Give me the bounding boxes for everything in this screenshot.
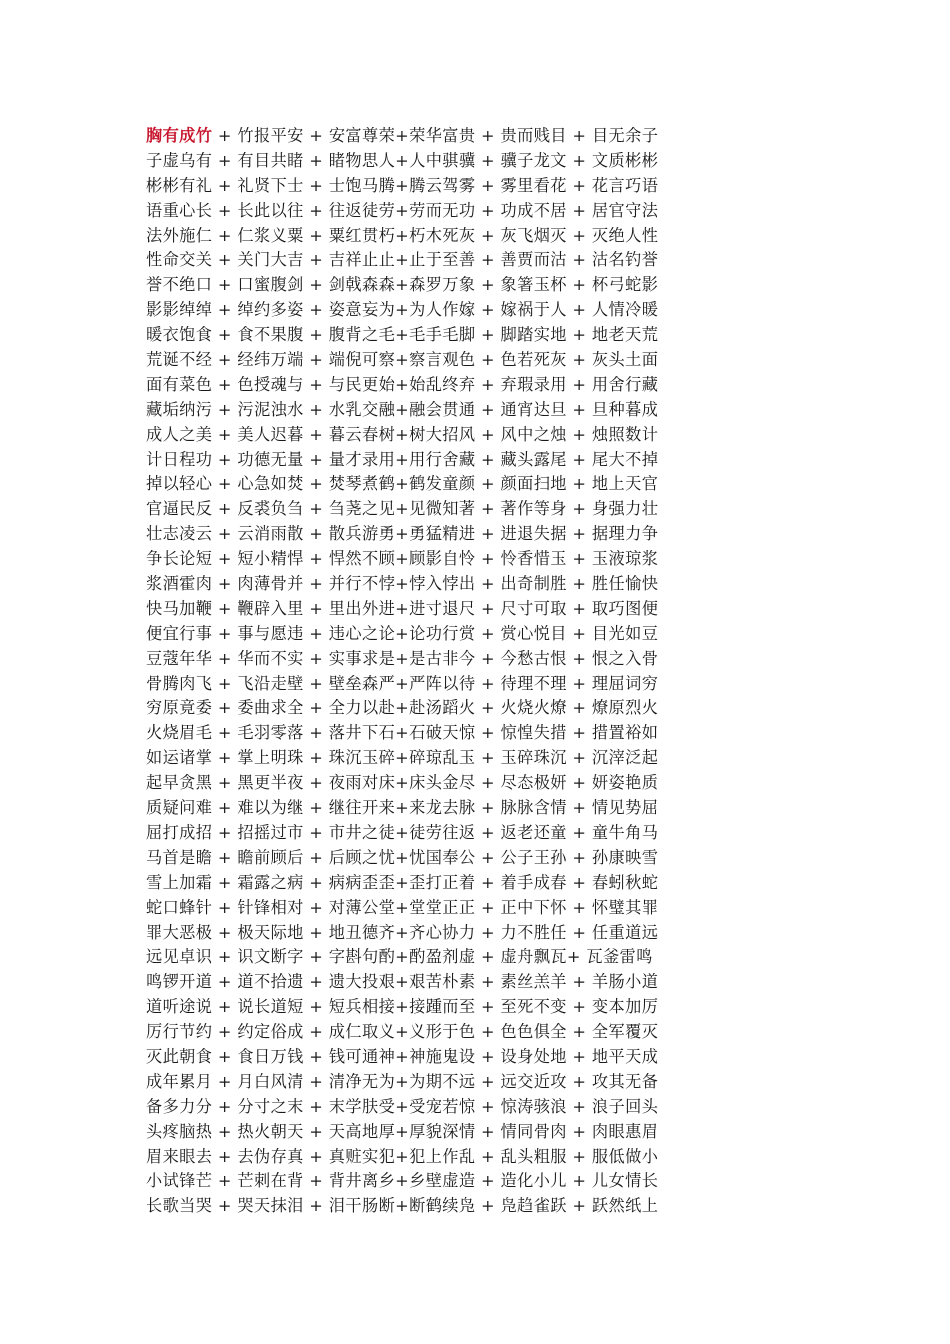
text-lines bbox=[146, 149, 766, 1219]
text-line: 灭此朝食 + 食日万钱 + 钱可通神+神施鬼设 + 设身处地 + 地平天成 bbox=[146, 1046, 659, 1066]
text-line: 穷原竟委 + 委曲求全 + 全力以赴+赴汤蹈火 + 火烧火燎 + 燎原烈火 bbox=[146, 698, 659, 718]
text-line: 便宜行事 + 事与愿违 + 违心之论+论功行赏 + 赏心悦目 + 目光如豆 bbox=[146, 623, 659, 643]
text-line: 蛇口蜂针 + 针锋相对 + 对薄公堂+堂堂正正 + 正中下怀 + 怀璧其罪 bbox=[146, 897, 659, 917]
text-line: 壮志凌云 + 云消雨散 + 散兵游勇+勇猛精进 + 进退失据 + 据理力争 bbox=[146, 524, 659, 544]
text-line: 争长论短 + 短小精悍 + 悍然不顾+顾影自怜 + 怜香惜玉 + 玉液琼浆 bbox=[146, 549, 659, 569]
text-line: 马首是瞻 + 瞻前顾后 + 后顾之忧+忧国奉公 + 公子王孙 + 孙康映雪 bbox=[146, 847, 659, 867]
text-line: 火烧眉毛 + 毛羽零落 + 落井下石+石破天惊 + 惊惶失措 + 措置裕如 bbox=[146, 723, 659, 743]
text-line: 掉以轻心 + 心急如焚 + 焚琴煮鹤+鹤发童颜 + 颜面扫地 + 地上天官 bbox=[146, 474, 659, 494]
first-line-text: + 竹报平安 + 安富尊荣+荣华富贵 + 贵而贱目 + 目无余子 bbox=[212, 126, 659, 145]
text-line: 计日程功 + 功德无量 + 量才录用+用行舍藏 + 藏头露尾 + 尾大不掉 bbox=[146, 449, 659, 469]
text-line: 暖衣饱食 + 食不果腹 + 腹背之毛+毛手毛脚 + 脚踏实地 + 地老天荒 bbox=[146, 325, 659, 345]
text-line: 成人之美 + 美人迟暮 + 暮云春树+树大招风 + 风中之烛 + 烛照数计 bbox=[146, 424, 659, 444]
text-line: 成年累月 + 月白风清 + 清净无为+为期不远 + 远交近攻 + 攻其无备 bbox=[146, 1071, 659, 1091]
text-line: 浆酒霍肉 + 肉薄骨并 + 并行不悖+悖入悖出 + 出奇制胜 + 胜任愉快 bbox=[146, 574, 659, 594]
text-line: 官逼民反 + 反裘负刍 + 刍荛之见+见微知著 + 著作等身 + 身强力壮 bbox=[146, 499, 659, 519]
text-line: 质疑问难 + 难以为继 + 继往开来+来龙去脉 + 脉脉含情 + 情见势屈 bbox=[146, 798, 659, 818]
text-line: 彬彬有礼 + 礼贤下士 + 士饱马腾+腾云驾雾 + 雾里看花 + 花言巧语 bbox=[146, 175, 659, 195]
text-line: 长歌当哭 + 哭天抹泪 + 泪干肠断+断鹤续凫 + 凫趋雀跃 + 跃然纸上 bbox=[146, 1196, 659, 1216]
text-line-first bbox=[146, 124, 766, 149]
text-line: 性命交关 + 关门大吉 + 吉祥止止+止于至善 + 善贾而沽 + 沽名钓誉 bbox=[146, 250, 659, 270]
text-line: 影影绰绰 + 绰约多姿 + 姿意妄为+为人作嫁 + 嫁祸于人 + 人情冷暖 bbox=[146, 300, 659, 320]
text-line: 快马加鞭 + 鞭辟入里 + 里出外进+进寸退尺 + 尺寸可取 + 取巧图便 bbox=[146, 598, 659, 618]
text-line: 起早贪黑 + 黑更半夜 + 夜雨对床+床头金尽 + 尽态极妍 + 妍姿艳质 bbox=[146, 773, 659, 793]
text-line: 子虚乌有 + 有目共睹 + 睹物思人+人中骐骥 + 骥子龙文 + 文质彬彬 bbox=[146, 150, 659, 170]
text-line: 雪上加霜 + 霜露之病 + 病病歪歪+歪打正着 + 着手成春 + 春蚓秋蛇 bbox=[146, 872, 659, 892]
text-line: 如运诸掌 + 掌上明珠 + 珠沉玉碎+碎琼乱玉 + 玉碎珠沉 + 沉滓泛起 bbox=[146, 748, 659, 768]
text-line: 头疼脑热 + 热火朝天 + 天高地厚+厚貌深情 + 情同骨肉 + 肉眼惠眉 bbox=[146, 1121, 659, 1141]
text-line: 骨腾肉飞 + 飞沿走壁 + 壁垒森严+严阵以待 + 待理不理 + 理屈词穷 bbox=[146, 673, 659, 693]
text-line: 道听途说 + 说长道短 + 短兵相接+接踵而至 + 至死不变 + 变本加厉 bbox=[146, 997, 659, 1017]
text-line: 荒诞不经 + 经纬万端 + 端倪可察+察言观色 + 色若死灰 + 灰头土面 bbox=[146, 350, 659, 370]
text-line: 厉行节约 + 约定俗成 + 成仁取义+义形于色 + 色色俱全 + 全军覆灭 bbox=[146, 1022, 659, 1042]
text-line: 法外施仁 + 仁浆义粟 + 粟红贯朽+朽木死灰 + 灰飞烟灭 + 灭绝人性 bbox=[146, 225, 659, 245]
text-line: 鸣锣开道 + 道不拾遗 + 遗大投艰+艰苦朴素 + 素丝羔羊 + 羊肠小道 bbox=[146, 972, 659, 992]
text-line: 誉不绝口 + 口蜜腹剑 + 剑戟森森+森罗万象 + 象箸玉杯 + 杯弓蛇影 bbox=[146, 275, 659, 295]
text-line: 小试锋芒 + 芒刺在背 + 背井离乡+乡壁虚造 + 造化小儿 + 儿女情长 bbox=[146, 1171, 659, 1191]
highlighted-idiom: 胸有成竹 bbox=[146, 126, 213, 145]
text-line: 藏垢纳污 + 污泥浊水 + 水乳交融+融会贯通 + 通宵达旦 + 旦种暮成 bbox=[146, 399, 659, 419]
text-line: 语重心长 + 长此以往 + 往返徒劳+劳而无功 + 功成不居 + 居官守法 bbox=[146, 200, 659, 220]
text-line: 面有菜色 + 色授魂与 + 与民更始+始乱终弃 + 弃瑕录用 + 用舍行藏 bbox=[146, 374, 659, 394]
text-line: 屈打成招 + 招摇过市 + 市井之徒+徒劳往返 + 返老还童 + 童牛角马 bbox=[146, 822, 659, 842]
text-line: 远见卓识 + 识文断字 + 字斟句酌+酌盈剂虚 + 虚舟飘瓦+ 瓦釜雷鸣 bbox=[146, 947, 653, 967]
text-line: 豆蔻年华 + 华而不实 + 实事求是+是古非今 + 今愁古恨 + 恨之入骨 bbox=[146, 648, 659, 668]
text-line: 备多力分 + 分寸之末 + 末学肤受+受宠若惊 + 惊涛骇浪 + 浪子回头 bbox=[146, 1096, 659, 1116]
idiom-chain-document bbox=[146, 124, 766, 1219]
text-line: 罪大恶极 + 极天际地 + 地丑德齐+齐心协力 + 力不胜任 + 任重道远 bbox=[146, 922, 659, 942]
text-line: 眉来眼去 + 去伪存真 + 真赃实犯+犯上作乱 + 乱头粗服 + 服低做小 bbox=[146, 1146, 659, 1166]
